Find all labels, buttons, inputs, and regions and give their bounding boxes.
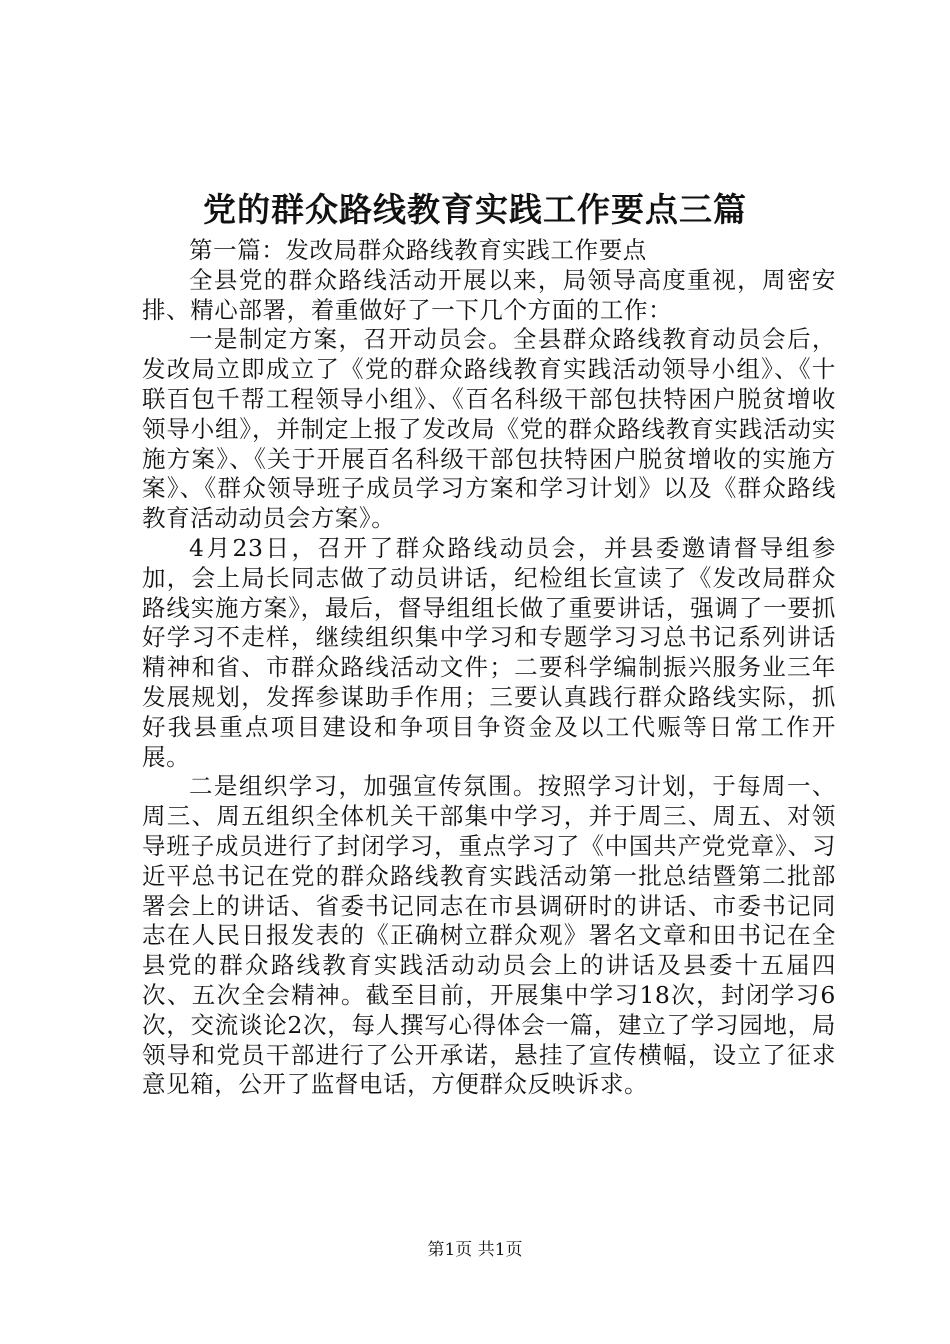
paragraph-plan: 一是制定方案，召开动员会。全县群众路线教育动员会后，发改局立即成立了《党的群众路线教育实践活动领导小组》、《十联百包千帮工程领导小组》、《百名科级干部包扶特困户脱贫增收领导小组》，并制定上报了发改局《党的群众路线教育实践活动实施方案》、《关于开展百名科级干部包扶特困户脱贫增收的实施方案》、《群众领导班子成员学习方案和学习计划》以及《群众路线教育活动动员会方案》。 [142,325,836,533]
paragraph-intro: 全县党的群众路线活动开展以来，局领导高度重视，周密安排、精心部署，着重做好了一下几个方面的工作： [142,265,836,324]
section-heading: 第一篇：发改局群众路线教育实践工作要点 [189,236,647,264]
document-title: 党的群众路线教育实践工作要点三篇 [203,190,747,229]
document-body [142,236,836,1100]
page-footer: 第1页 共1页 [427,1240,523,1260]
paragraph-meeting: 4月23日，召开了群众路线动员会，并县委邀请督导组参加，会上局长同志做了动员讲话，纪检组长宣读了《发改局群众路线实施方案》，最后，督导组组长做了重要讲话，强调了一要抓好学习不走样，继续组织集中学习和专题学习习总书记系列讲话精神和省、市群众路线活动文件；二要科学编制振兴服务业三年发展规划，发挥参谋助手作用；三要认真践行群众路线实际，抓好我县重点项目建设和争项目争资金及以工代赈等日常工作开展。 [142,533,836,771]
paragraph-study: 二是组织学习，加强宣传氛围。按照学习计划，于每周一、周三、周五组织全体机关干部集中学习，并于周三、周五、对领导班子成员进行了封闭学习，重点学习了《中国共产党党章》、习近平总书记在党的群众路线教育实践活动第一批总结暨第二批部署会上的讲话、省委书记同志在市县调研时的讲话、市委书记同志在人民日报发表的《正确树立群众观》署名文章和田书记在全县党的群众路线教育实践活动动员会上的讲话及县委十五届四次、五次全会精神。截至目前，开展集中学习18次，封闭学习6次，交流谈论2次，每人撰写心得体会一篇，建立了学习园地，局领导和党员干部进行了公开承诺，悬挂了宣传横幅，设立了征求意见箱，公开了监督电话，方便群众反映诉求。 [142,772,836,1099]
